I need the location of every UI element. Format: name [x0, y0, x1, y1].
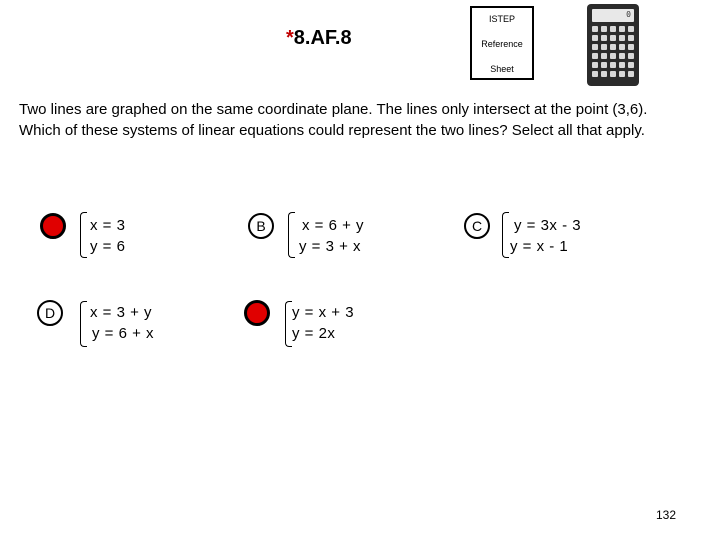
calculator-display: 0 [626, 10, 631, 19]
option-a-brace [80, 212, 87, 258]
option-e-equation-1: y = x + 3 [292, 304, 355, 321]
option-d-equation-2: y = 6 + x [92, 325, 155, 342]
option-d-selector[interactable]: D [37, 300, 63, 326]
reference-line-3: Sheet [490, 64, 514, 74]
option-c-equation-2: y = x - 1 [510, 238, 569, 255]
option-e-equation-2: y = 2x [292, 325, 336, 342]
reference-sheet-button[interactable] [470, 6, 534, 80]
reference-line-2: Reference [481, 39, 523, 49]
option-b-equation-2: y = 3 + x [299, 238, 362, 255]
option-b-selector[interactable]: B [248, 213, 274, 239]
title-marker: * [286, 27, 294, 49]
option-a-equation-2: y = 6 [90, 238, 126, 255]
option-c-selector[interactable]: C [464, 213, 490, 239]
calculator-icon[interactable] [587, 4, 639, 86]
option-b-equation-1: x = 6 + y [302, 217, 365, 234]
option-e-brace [285, 301, 292, 347]
option-c-equation-1: y = 3x - 3 [514, 217, 582, 234]
option-d-equation-1: x = 3 + y [90, 304, 153, 321]
calculator-screen [592, 9, 634, 22]
question-text: Two lines are graphed on the same coordinate plane. The lines only intersect at the point (3,6). Which of these systems of linear equations could represent the two lines? Select all that apply. [19, 101, 648, 139]
option-c-brace [502, 212, 509, 258]
calculator-keys [592, 26, 634, 77]
option-e-selector[interactable] [244, 300, 270, 326]
option-b-brace [288, 212, 295, 258]
reference-line-1: ISTEP [488, 14, 515, 24]
page-number: 132 [656, 508, 677, 522]
option-d-brace [80, 301, 87, 347]
option-a-selector[interactable] [40, 213, 66, 239]
standard-code: 8.AF.8 [293, 27, 352, 49]
option-a-equation-1: x = 3 [90, 217, 126, 234]
page-title [286, 27, 352, 50]
